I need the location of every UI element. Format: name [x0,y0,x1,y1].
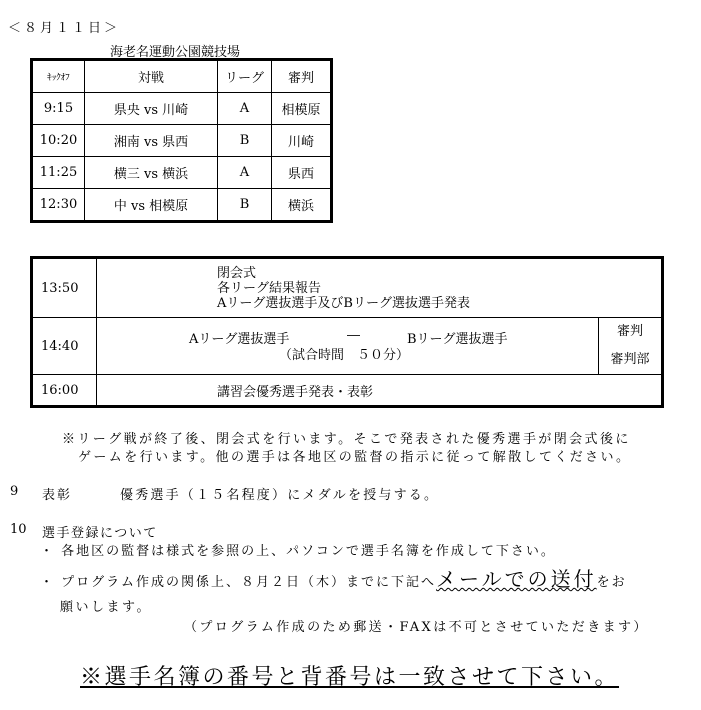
section-10-title: 選手登録について [42,526,158,541]
section-10-number: 10 [10,522,27,537]
versus-dash: ― [347,328,360,343]
kickoff-time: 12:30 [32,189,85,222]
referee: 川崎 [272,125,332,157]
schedule-row-allstar [32,318,663,375]
match-teams: 県央 vs 川崎 [85,93,218,125]
schedule-content [97,375,663,407]
schedule-time: 16:00 [32,375,97,407]
schedule-table [30,256,664,408]
left-team: Aリーグ選抜選手 [189,332,290,347]
section-10-bullet-1: ・ 各地区の監督は様式を参照の上、パソコンで選手名簿を作成して下さい。 [40,544,556,559]
schedule-time: 13:50 [32,258,97,318]
referee: 県西 [272,157,332,189]
table-row [32,93,332,125]
header-match: 対戦 [85,60,218,93]
league: A [218,93,272,125]
section-9-number: 9 [10,484,19,499]
match-teams: 中 vs 相模原 [85,189,218,222]
match-duration: （試合時間 ５０分） [279,348,410,363]
header-league: リーグ [218,60,272,93]
match-table [30,58,333,223]
table-header-row [32,60,332,93]
bullet-2-text: ・ プログラム作成の関係上、８月２日（木）までに下記へ [40,575,437,590]
section-9-text: 優秀選手（１５名程度）にメダルを授与する。 [120,488,440,503]
schedule-line: Aリーグ選抜選手及びBリーグ選抜選手発表 [217,295,470,311]
referee-cell [599,318,663,375]
schedule-row-awards [32,375,663,407]
schedule-line: 講習会優秀選手発表・表彰 [217,384,374,400]
kickoff-time: 9:15 [32,93,85,125]
date-heading: ＜８月１１日＞ [8,21,121,36]
referee: 相模原 [272,93,332,125]
table-row [32,189,332,222]
table-row [32,157,332,189]
kickoff-time: 10:20 [32,125,85,157]
final-note: ※選手名簿の番号と背番号は一致させて下さい。 [80,665,620,690]
schedule-time: 14:40 [32,318,97,375]
schedule-content [97,258,663,318]
match-teams: 横三 vs 横浜 [85,157,218,189]
referee: 横浜 [272,189,332,222]
league: A [218,157,272,189]
table-row [32,125,332,157]
bullet-2-tail: をお [596,575,627,590]
schedule-row-closing [32,258,663,318]
mail-emphasis: メールでの送付 [436,567,597,591]
schedule-content [97,318,599,375]
header-referee: 審判 [272,60,332,93]
section-9-title: 表彰 [42,488,73,503]
venue-name: 海老名運動公園競技場 [110,45,241,60]
note-line-1: ※リーグ戦が終了後、閉会式を行います。そこで発表された優秀選手が閉会式後に [62,432,631,447]
header-kickoff: ｷｯｸｵﾌ [32,60,85,93]
note-line-2: ゲームを行います。他の選手は各地区の監督の指示に従って解散してください。 [78,450,632,465]
match-teams: 湘南 vs 県西 [85,125,218,157]
schedule-line: 各リーグ結果報告 [217,280,322,296]
schedule-line: 閉会式 [217,265,257,281]
kickoff-time: 11:25 [32,157,85,189]
referee-label: 審判 [616,324,643,339]
section-10-bullet-2-cont: 願いします。 [60,600,152,615]
league: B [218,125,272,157]
right-team: Bリーグ選抜選手 [407,332,508,347]
section-10-paren: （プログラム作成のため郵送・FAXは不可とさせていただきます） [184,620,649,635]
section-10-bullet-2 [40,563,627,592]
league: B [218,189,272,222]
referee-dept-label: 審判部 [610,352,650,367]
